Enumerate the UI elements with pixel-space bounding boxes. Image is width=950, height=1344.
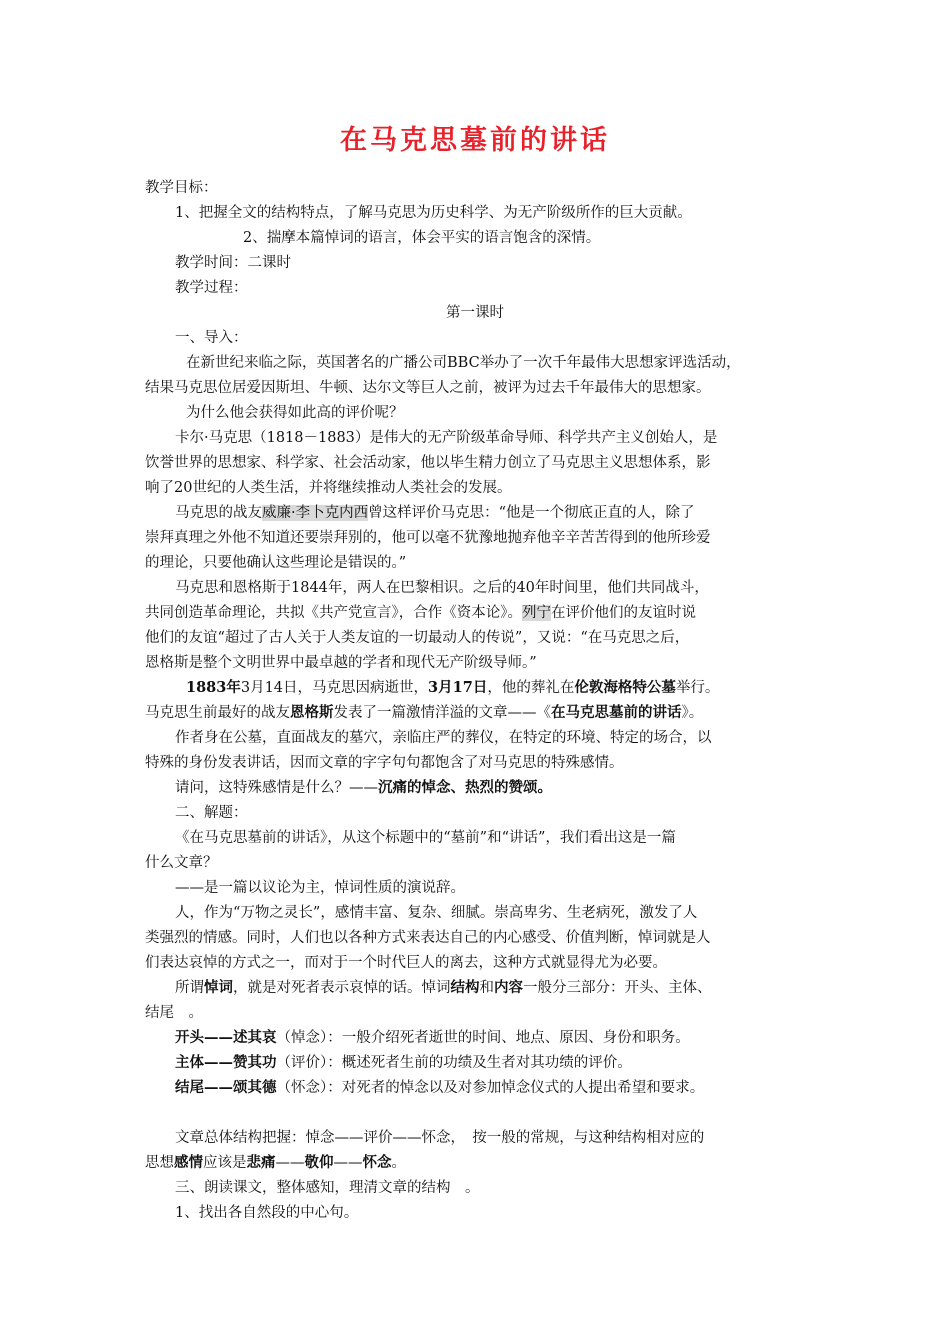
text-segment: 所谓: [175, 980, 204, 996]
bold-place: 伦敦海格特公墓: [574, 679, 676, 696]
section-1-heading: 一、导入：: [175, 330, 248, 346]
paragraph-12-line-1: [175, 978, 712, 998]
objective-1: 1、把握全文的结构特点，了解马克思为历史科学、为无产阶级所作的巨大贡献。: [175, 205, 692, 221]
text-segment: 举行。: [675, 680, 720, 696]
section-2-heading: 二、解题：: [175, 805, 248, 821]
paragraph-13-line-1: 文章总体结构把握：悼念——评价——怀念， 按一般的常规，与这种结构相对应的: [175, 1130, 705, 1146]
text-segment: 一般分三部分：开头、主体、: [523, 980, 712, 996]
paragraph-3-line-1: 卡尔·马克思（1818－1883）是伟大的无产阶级革命导师、科学共产主义创始人，是: [175, 430, 718, 446]
bold-term-structure: 结构: [450, 979, 480, 996]
paragraph-6-line-2: [145, 703, 703, 723]
structure-item-body: [175, 1053, 632, 1073]
page-title: 在马克思墓前的讲话: [340, 125, 610, 156]
paragraph-11-line-3: 们表达哀悼的方式之一，而对于一个时代巨人的离去，这种方式就显得尤为必要。: [145, 955, 667, 971]
paragraph-5-line-1: 马克思和恩格斯于1844年，两人在巴黎相识。之后的40年时间里，他们共同战斗，: [175, 580, 709, 596]
paragraph-9-line-2: 什么文章？: [145, 855, 218, 871]
bold-speech-title: 在马克思墓前的讲话: [551, 704, 682, 721]
text-segment: （怀念）：对死者的悼念以及对参加悼念仪式的人提出希望和要求。: [276, 1080, 705, 1096]
text-segment: （评价）：概述死者生前的功绩及生者对其功绩的评价。: [276, 1055, 632, 1071]
paragraph-5-line-2: [145, 603, 696, 623]
text-segment: 发表了一篇激情洋溢的文章——《: [333, 705, 551, 721]
text-segment: 共同创造革命理论，共拟《共产党宣言》，合作《资本论》。: [145, 605, 522, 621]
text-segment: 在评价他们的友谊时说: [551, 605, 696, 621]
paragraph-10: ——是一篇以议论为主，悼词性质的演说辞。: [175, 880, 465, 896]
text-segment: ，他的葬礼在: [487, 680, 575, 696]
paragraph-1-line-2: 结果马克思位居爱因斯坦、牛顿、达尔文等巨人之前，被评为过去千年最伟大的思想家。: [145, 380, 711, 396]
structure-item-ending: [175, 1078, 704, 1098]
bold-term-content: 内容: [494, 979, 523, 996]
structure-item-opening: [175, 1028, 690, 1048]
paragraph-11-line-1: 人，作为“万物之灵长”，感情丰富、复杂、细腻。崇高卑劣、生老病死，激发了人: [175, 905, 698, 921]
bold-label: 主体——赞其功: [175, 1054, 277, 1071]
text-segment: （悼念）：一般介绍死者逝世的时间、地点、原因、身份和职务。: [276, 1030, 690, 1046]
paragraph-13-line-2: [145, 1153, 406, 1173]
bold-engels: 恩格斯: [290, 704, 334, 721]
text-segment: 应该是: [203, 1155, 247, 1171]
paragraph-6-line-1: [186, 678, 719, 698]
bold-year: 1883年: [186, 679, 241, 696]
paragraph-3-line-2: 饮誉世界的思想家、科学家、社会活动家，他以毕生精力创立了马克思主义思想体系，影: [145, 455, 711, 471]
paragraph-9-line-1: 《在马克思墓前的讲话》，从这个标题中的“墓前”和“讲话”，我们看出这是一篇: [175, 830, 676, 846]
bold-term: 感情: [174, 1154, 203, 1171]
teaching-time: 教学时间：二课时: [175, 255, 291, 271]
bold-term-eulogy: 悼词: [204, 979, 233, 996]
text-segment: 思想: [145, 1155, 174, 1171]
section-3-heading: 三、朗读课文，整体感知，理清文章的结构 。: [175, 1180, 480, 1196]
text-segment: 马克思的战友: [175, 505, 262, 521]
text-segment: 》。: [681, 705, 704, 721]
bold-label: 开头——述其哀: [175, 1029, 277, 1046]
text-segment: ，就是对死者表示哀悼的话。悼词: [233, 980, 451, 996]
paragraph-5-line-4: 恩格斯是整个文明世界中最卓越的学者和现代无产阶级导师。”: [145, 655, 537, 671]
bold-term: 悲痛: [246, 1154, 276, 1171]
paragraph-4-line-3: 的理论，只要他确认这些理论是错误的。”: [145, 555, 407, 571]
paragraph-11-line-2: 类强烈的情感。同时，人们也以各种方式来表达自己的内心感受、价值判断，悼词就是人: [145, 930, 711, 946]
paragraph-4-line-2: 崇拜真理之外他不知道还要崇拜别的，他可以毫不犹豫地抛弃他辛辛苦苦得到的他所珍爱: [145, 530, 711, 546]
highlighted-name-lenin: 列宁: [522, 605, 551, 621]
lesson-one-heading: 第一课时: [446, 305, 504, 321]
text-segment: 3月14日，马克思因病逝世，: [240, 680, 429, 696]
bold-term: 敬仰: [304, 1154, 334, 1171]
objectives-label: 教学目标：: [145, 180, 218, 196]
paragraph-1-line-1: 在新世纪来临之际，英国著名的广播公司BBC举办了一次千年最伟大思想家评选活动，: [186, 355, 741, 371]
bold-date: 3月17日: [428, 679, 488, 696]
text-segment: 马克思生前最好的战友: [145, 705, 290, 721]
text-segment: ——: [333, 1155, 363, 1171]
paragraph-2: 为什么他会获得如此高的评价呢？: [186, 405, 404, 421]
bold-answer: 沉痛的悼念、热烈的赞颂。: [378, 779, 552, 796]
paragraph-5-line-3: 他们的友谊“超过了古人关于人类友谊的一切最动人的传说”，又说：“在马克思之后，: [145, 630, 690, 646]
bold-term: 怀念: [362, 1154, 392, 1171]
text-segment: 和: [479, 980, 494, 996]
objective-2: 2、揣摩本篇悼词的语言，体会平实的语言饱含的深情。: [243, 230, 601, 246]
text-segment: 曾这样评价马克思：“他是一个彻底正直的人，除了: [368, 505, 695, 521]
paragraph-12-line-2: 结尾 。: [145, 1005, 203, 1021]
paragraph-3-line-3: 响了20世纪的人类生活，并将继续推动人类社会的发展。: [145, 480, 512, 496]
bold-label: 结尾——颂其德: [175, 1079, 277, 1096]
text-segment: ——: [275, 1155, 305, 1171]
text-segment: 。: [391, 1155, 406, 1171]
step-1: 1、找出各自然段的中心句。: [175, 1205, 359, 1221]
text-segment: 请问，这特殊感情是什么？——: [175, 780, 378, 796]
paragraph-7-line-1: 作者身在公墓，直面战友的墓穴，亲临庄严的葬仪，在特定的环境、特定的场合，以: [175, 730, 712, 746]
paragraph-8: [175, 778, 552, 798]
highlighted-name-liebknecht: 威廉·李卜克内西: [262, 505, 369, 521]
paragraph-4-line-1: [175, 503, 695, 523]
process-label: 教学过程：: [175, 280, 248, 296]
paragraph-7-line-2: 特殊的身份发表讲话，因而文章的字字句句都饱含了对马克思的特殊感情。: [145, 755, 624, 771]
